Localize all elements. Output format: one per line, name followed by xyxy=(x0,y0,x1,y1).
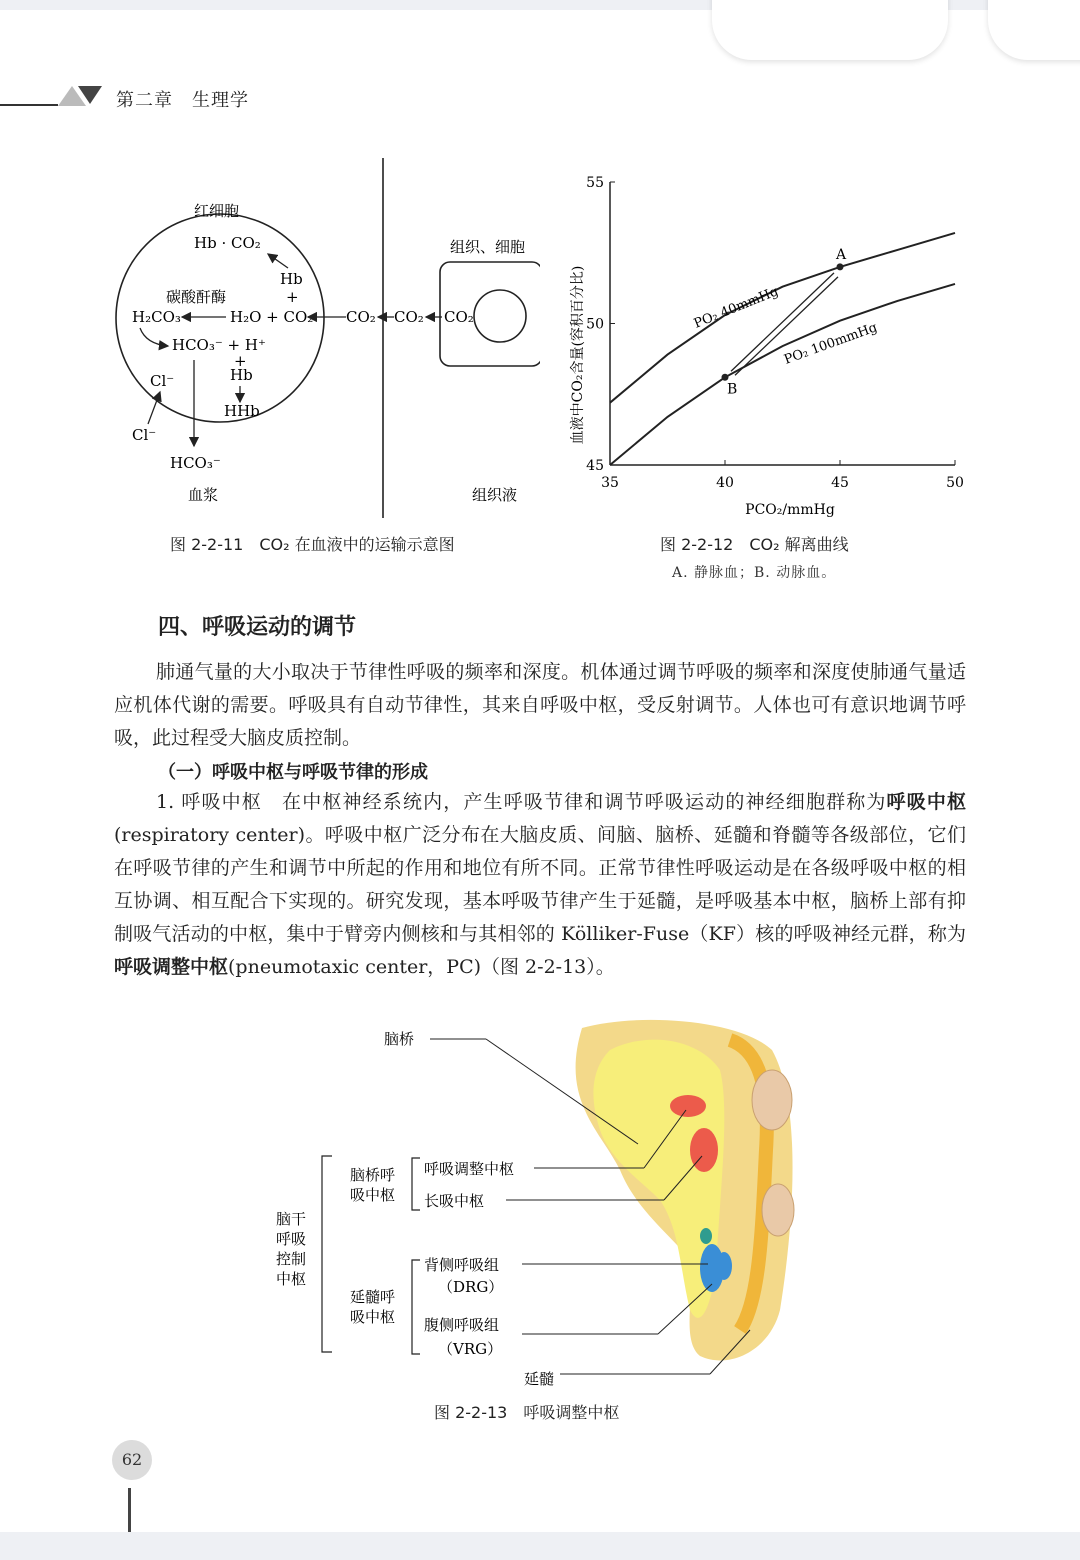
x-tick-label: 40 xyxy=(716,475,734,491)
figure-12-note: A. 静脉血；B. 动脉血。 xyxy=(672,565,837,581)
point-A xyxy=(837,263,844,270)
x-tick-label: 45 xyxy=(831,475,849,491)
menu-button[interactable] xyxy=(988,0,1080,60)
cl-in: Cl⁻ xyxy=(150,372,175,390)
co2-b: CO₂ xyxy=(394,308,424,326)
medulla-label: 延髓 xyxy=(524,1370,555,1388)
pons-center-1: 脑桥呼 xyxy=(350,1166,396,1184)
y-tick-label: 45 xyxy=(586,458,604,474)
drg-abbr: （DRG） xyxy=(438,1278,504,1296)
figure-12-caption: 图 2-2-12 CO₂ 解离曲线 xyxy=(660,535,849,554)
brainstem-label-1: 脑干 xyxy=(276,1210,307,1228)
curve1-label: PO₂ 40mmHg xyxy=(691,284,781,332)
point-label-B: B xyxy=(727,381,738,398)
page-tick xyxy=(128,1488,131,1532)
pneumotaxic-spot xyxy=(670,1095,706,1117)
hco3-out: HCO₃⁻ xyxy=(170,454,221,472)
p2-d: (pneumotaxic center，PC)（图 2-2-13）。 xyxy=(228,956,615,978)
hbco2: Hb · CO₂ xyxy=(194,234,261,252)
y-tick-label: 50 xyxy=(586,316,604,333)
figure-11-caption: 图 2-2-11 CO₂ 在血液中的运输示意图 xyxy=(170,535,455,554)
pons-center-2: 吸中枢 xyxy=(350,1186,396,1204)
paragraph-2 xyxy=(114,786,966,984)
section-heading: 四、呼吸运动的调节 xyxy=(158,614,357,640)
p2-a: 1. 呼吸中枢 在中枢神经系统内，产生呼吸节律和调节呼吸运动的神经细胞群称为 xyxy=(156,791,887,813)
chapter-title: 第二章 生理学 xyxy=(116,90,249,111)
subsection-heading: （一）呼吸中枢与呼吸节律的形成 xyxy=(158,762,428,783)
figure-13-caption: 图 2-2-13 呼吸调整中枢 xyxy=(434,1403,620,1422)
p2-c: (respiratory center)。呼吸中枢广泛分布在大脑皮质、间脑、脑桥、延髓和脊髓等各级部位，它们在呼吸节律的产生和调节中所起的作用和地位有所不同。正常节律性呼吸运动是在各级呼吸中枢的相互协调、相互配合下实现的。研究发现，基本呼吸节律产生于延髓，是呼吸基本中枢，脑桥上部有抑制吸气活动的中枢，集中于臂旁内侧核和与其相邻的 Kölliker-Fuse（KF）核的呼吸神经元群，称为 xyxy=(114,824,966,945)
h2co3: H₂CO₃ xyxy=(132,308,181,326)
series-line-2 xyxy=(610,284,955,465)
page-number: 62 xyxy=(112,1440,152,1480)
apneustic-label: 长吸中枢 xyxy=(424,1192,485,1210)
hco3-h: HCO₃⁻ + H⁺ xyxy=(172,336,266,354)
brainstem-label-2: 呼吸 xyxy=(276,1230,307,1248)
hhb: HHb xyxy=(224,402,260,420)
x-tick-label: 50 xyxy=(946,475,964,491)
x-tick-label: 35 xyxy=(601,475,619,491)
series-line-1 xyxy=(610,233,955,403)
header-rule xyxy=(0,104,58,106)
plus2: + xyxy=(234,352,247,370)
figure-co2-transport xyxy=(110,150,540,520)
pneumotaxic-label: 呼吸调整中枢 xyxy=(424,1160,515,1178)
vrg-label: 腹侧呼吸组 xyxy=(424,1316,500,1334)
point-B xyxy=(722,374,729,381)
pons-label: 脑桥 xyxy=(384,1030,415,1048)
figure-brainstem xyxy=(260,1010,820,1390)
enzyme-label: 碳酸酐酶 xyxy=(166,288,227,306)
brainstem-label-3: 控制 xyxy=(276,1250,307,1268)
medulla-center-2: 吸中枢 xyxy=(350,1308,396,1326)
brainstem-label-4: 中枢 xyxy=(276,1270,307,1288)
drg-label: 背侧呼吸组 xyxy=(424,1256,500,1274)
page-indicator[interactable] xyxy=(712,0,948,60)
rbc-label: 红细胞 xyxy=(194,202,240,220)
y-tick-label: 55 xyxy=(586,175,604,191)
hb2: Hb xyxy=(230,366,253,384)
tissue-cell-label: 组织、细胞 xyxy=(450,238,526,256)
hb: Hb xyxy=(280,270,303,288)
vrg-abbr: （VRG） xyxy=(438,1340,503,1358)
header-triangle-icon xyxy=(56,84,106,108)
tissue-fluid-label: 组织液 xyxy=(472,486,518,504)
cl-out: Cl⁻ xyxy=(132,426,157,444)
h2o-co2: H₂O + CO₂ xyxy=(230,308,314,326)
point-label-A: A xyxy=(836,246,847,263)
bottom-bar xyxy=(0,1532,1080,1560)
p2-term1: 呼吸中枢 xyxy=(886,791,966,813)
p2-term2: 呼吸调整中枢 xyxy=(114,956,229,978)
co2-c: CO₂ xyxy=(444,308,474,326)
co2-a: CO₂ xyxy=(346,308,376,326)
medulla-center-1: 延髓呼 xyxy=(350,1288,396,1306)
plus1: + xyxy=(286,288,299,306)
paragraph-1: 肺通气量的大小取决于节律性呼吸的频率和深度。机体通过调节呼吸的频率和深度使肺通气量适应机体代谢的需要。呼吸具有自动节律性，其来自呼吸中枢，受反射调节。人体也可有意识地调节呼吸，此过程受大脑皮质控制。 xyxy=(114,661,966,749)
chart-ylabel: 血液中CO₂含量(容积百分比) xyxy=(570,265,586,445)
chart-xlabel: PCO₂/mmHg xyxy=(745,502,835,518)
curve2-label: PO₂ 100mmHg xyxy=(782,320,880,368)
plasma-label: 血浆 xyxy=(188,486,219,504)
co2-dissociation-chart xyxy=(560,160,980,530)
